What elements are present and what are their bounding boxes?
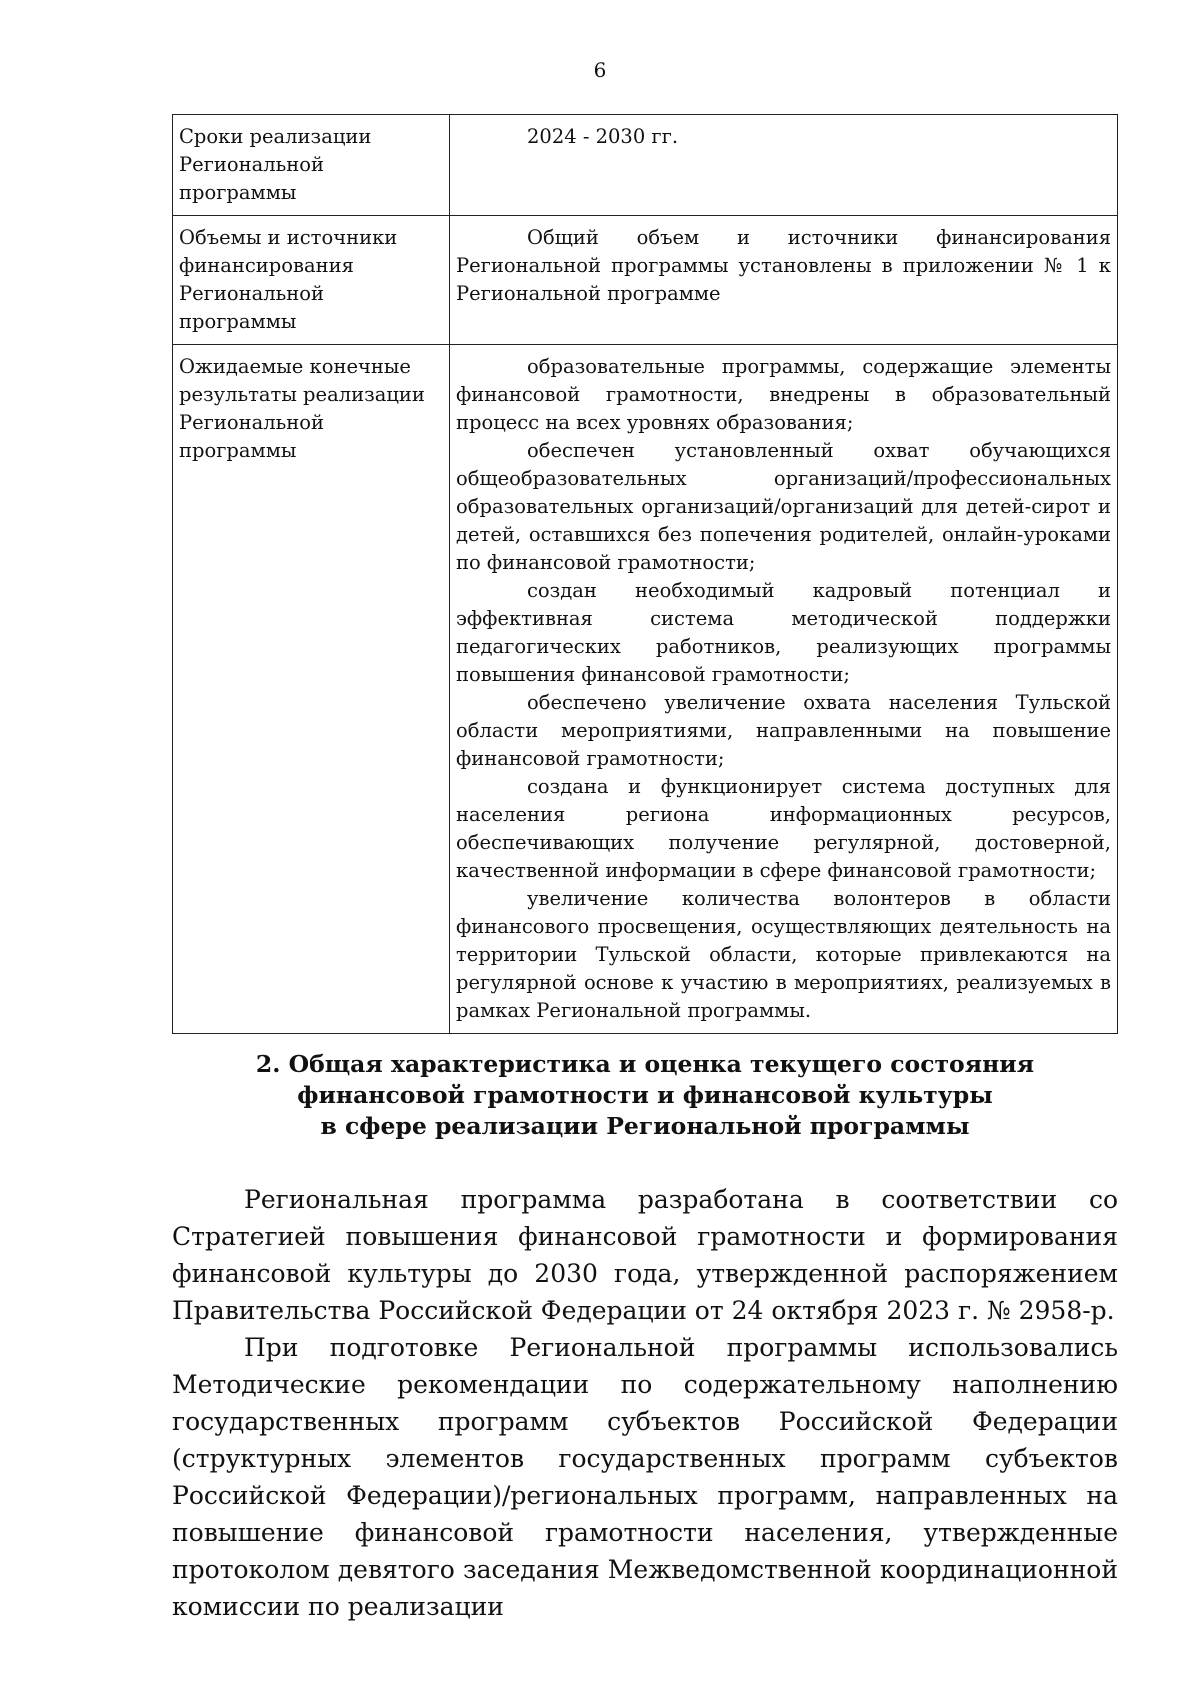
cell-paragraph: обеспечено увеличение охвата населения Тульской области мероприятиями, направленными на повышение финансовой грамотности; [456,691,1111,770]
section-heading-line: в сфере реализации Региональной программы [320,1112,970,1140]
table-row [173,345,1118,1034]
page-number: 6 [593,58,607,82]
row-value-expected-results [450,345,1118,1034]
row-value-funding [450,216,1118,345]
row-label-timeline: Сроки реализации Региональной программы [173,115,450,216]
cell-paragraph: создана и функционирует система доступных для населения региона информационных ресурсов, обеспечивающих получение регулярной, достоверной, качественной информации в сфере финансовой грамотности; [456,775,1111,882]
row-value-timeline [450,115,1118,216]
cell-paragraph: обеспечен установленный охват обучающихся общеобразовательных организаций/профессиональных образовательных организаций/организаций для детей-сирот и детей, оставшихся без попечения родителей, онлайн-уроками по финансовой грамотности; [456,439,1111,574]
cell-paragraph: увеличение количества волонтеров в области финансового просвещения, осуществляющих деятельность на территории Тульской области, которые привлекаются на регулярной основе к участию в мероприятиях, реализуемых в рамках Региональной программы. [456,887,1111,1022]
section-heading-line: 2. Общая характеристика и оценка текущего состояния [255,1050,1035,1078]
table-row [173,115,1118,216]
section-heading-line: финансовой грамотности и финансовой культуры [297,1081,993,1109]
section-heading [172,1049,1118,1142]
body-text [172,1181,1118,1625]
body-paragraph: При подготовке Региональной программы использовались Методические рекомендации по содержательному наполнению государственных программ субъектов Российской Федерации (структурных элементов государственных программ субъектов Российской Федерации)/региональных программ, направленных на повышение финансовой грамотности населения, утвержденные протоколом девятого заседания Межведомственной координационной комиссии по реализации [172,1333,1118,1621]
cell-paragraph: образовательные программы, содержащие элементы финансовой грамотности, внедрены в образовательный процесс на всех уровнях образования; [456,355,1111,434]
body-paragraph: Региональная программа разработана в соответствии со Стратегией повышения финансовой грамотности и формирования финансовой культуры до 2030 года, утвержденной распоряжением Правительства Российской Федерации от 24 октября 2023 г. № 2958-р. [172,1185,1118,1325]
cell-paragraph: создан необходимый кадровый потенциал и эффективная система методической поддержки педагогических работников, реализующих программы повышения финансовой грамотности; [456,579,1111,686]
row-label-funding: Объемы и источники финансирования Региональной программы [173,216,450,345]
program-passport-table [172,114,1118,1034]
row-label-expected-results: Ожидаемые конечные результаты реализации Региональной программы [173,345,450,1034]
table-row [173,216,1118,345]
cell-paragraph: Общий объем и источники финансирования Региональной программы установлены в приложении № 1 к Региональной программе [456,226,1111,305]
cell-paragraph: 2024 - 2030 гг. [527,125,679,148]
